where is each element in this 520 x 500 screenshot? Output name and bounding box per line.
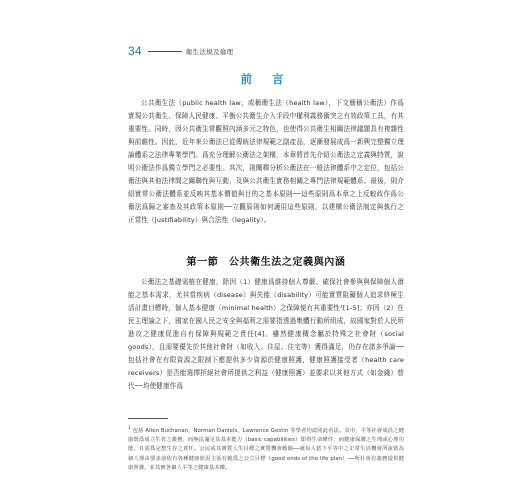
section-paragraph: 公衛法之基礎需植在健康，除因（1）健康爲維持個人尊嚴、確保社會參與與保障個人潛能之基本需求，尤其當疾病（disease）與失能（disability）可能實質阻礙個人追求終極生活計畫目標時，個人基本健康（minimal health）之保障便有其重要性¹[1-5]；亦因（2）在民主理論之下，國家在國人民之安全與福利之需要指透過集體行動所組成，故國家對於人民所進攻之健康促進自有保障與規範之責任[4]。雖然健康概念屬於特殊之社會財（social goods），且需要優先於其他社會財（如收入、住屋、住宅等）獲得滿足，仍存在諸多爭論──包括社會在有限資源之限制下應提供多少資源於健康照護，健康照護接受者（health care receivers）是否能選擇拒絕社會所提供之利益（健康照護）並要求以其他方式（如金錢）替代──均使健康作爲: [128, 278, 404, 391]
footnote-marker: 1: [128, 426, 131, 431]
preface-heading: 前 言: [240, 72, 292, 86]
footnote: [128, 424, 404, 473]
section-block: [128, 276, 404, 393]
preface-paragraph: 公共衛生法（public health law，或稱衛生法（health law），下文簡稱公衛法）作爲實現公共衛生、保障人民健康、平衡公共衛生介入手段中權利義務衝突之有效政策工具，有其重要性。同時，因公共衛生常觀照內涵多元之特色，也使得公共衛生相關法律議題具有複雜性與前瞻性。因此，近年來公衛法已從傳統法律規範之副產品，逐漸發展成爲一新興完整獨立理論體系之法律專業學門。爲充分理解公衛法之架構，本章將首先介紹公衛法之定義與特質，說明公衛法作爲獨立學門之必要性。其次，則闡釋分析公衛法在一般法律體系中之定位，包括公衛法與其他法律間之關聯性與互動，及與公共衛生實務相關之專門法律規範體系。最後，則介紹實常公衛法體系並反映其基本價值與目的之基本原則──這些原則爲本章之上反較政作爲公衛法爲歸之審查及其政策本原則──立觀原則如何適用這些原則，以建構公衛法制定與執行之正當性（justifiability）與合法性（legality）。: [128, 99, 404, 225]
header-rule: [148, 51, 182, 52]
preface-block: [128, 97, 404, 227]
section-heading: 第一節 公共衛生法之定義與內涵: [186, 257, 346, 268]
running-title: 衛生法規及倫理: [185, 47, 234, 56]
running-header: [128, 44, 233, 58]
footnote-rule: [128, 418, 168, 419]
footnote-text: 包括 Allen Buchanan、Norman Daniels、Lawrence Gostin 等學者均認同此看法。其中，平等社會成員之健康既爲成立生者之義務，而無法滿足其基本能力（basic capabilities）即得生命條件；而健康保護之生理或心理功能，且需爲完整生存之責任。公民或其實質人生目標之實質機會範圍──就每人當下平等中之正常生活機會所說當為個人理由要求前依有各種健康狀況主張有範爲之公立目標（good ends of the life plan）──所社會有義務提供健康照護，並其實各個人平等之健康基本權。: [128, 427, 404, 471]
page-number: 34: [128, 44, 142, 58]
